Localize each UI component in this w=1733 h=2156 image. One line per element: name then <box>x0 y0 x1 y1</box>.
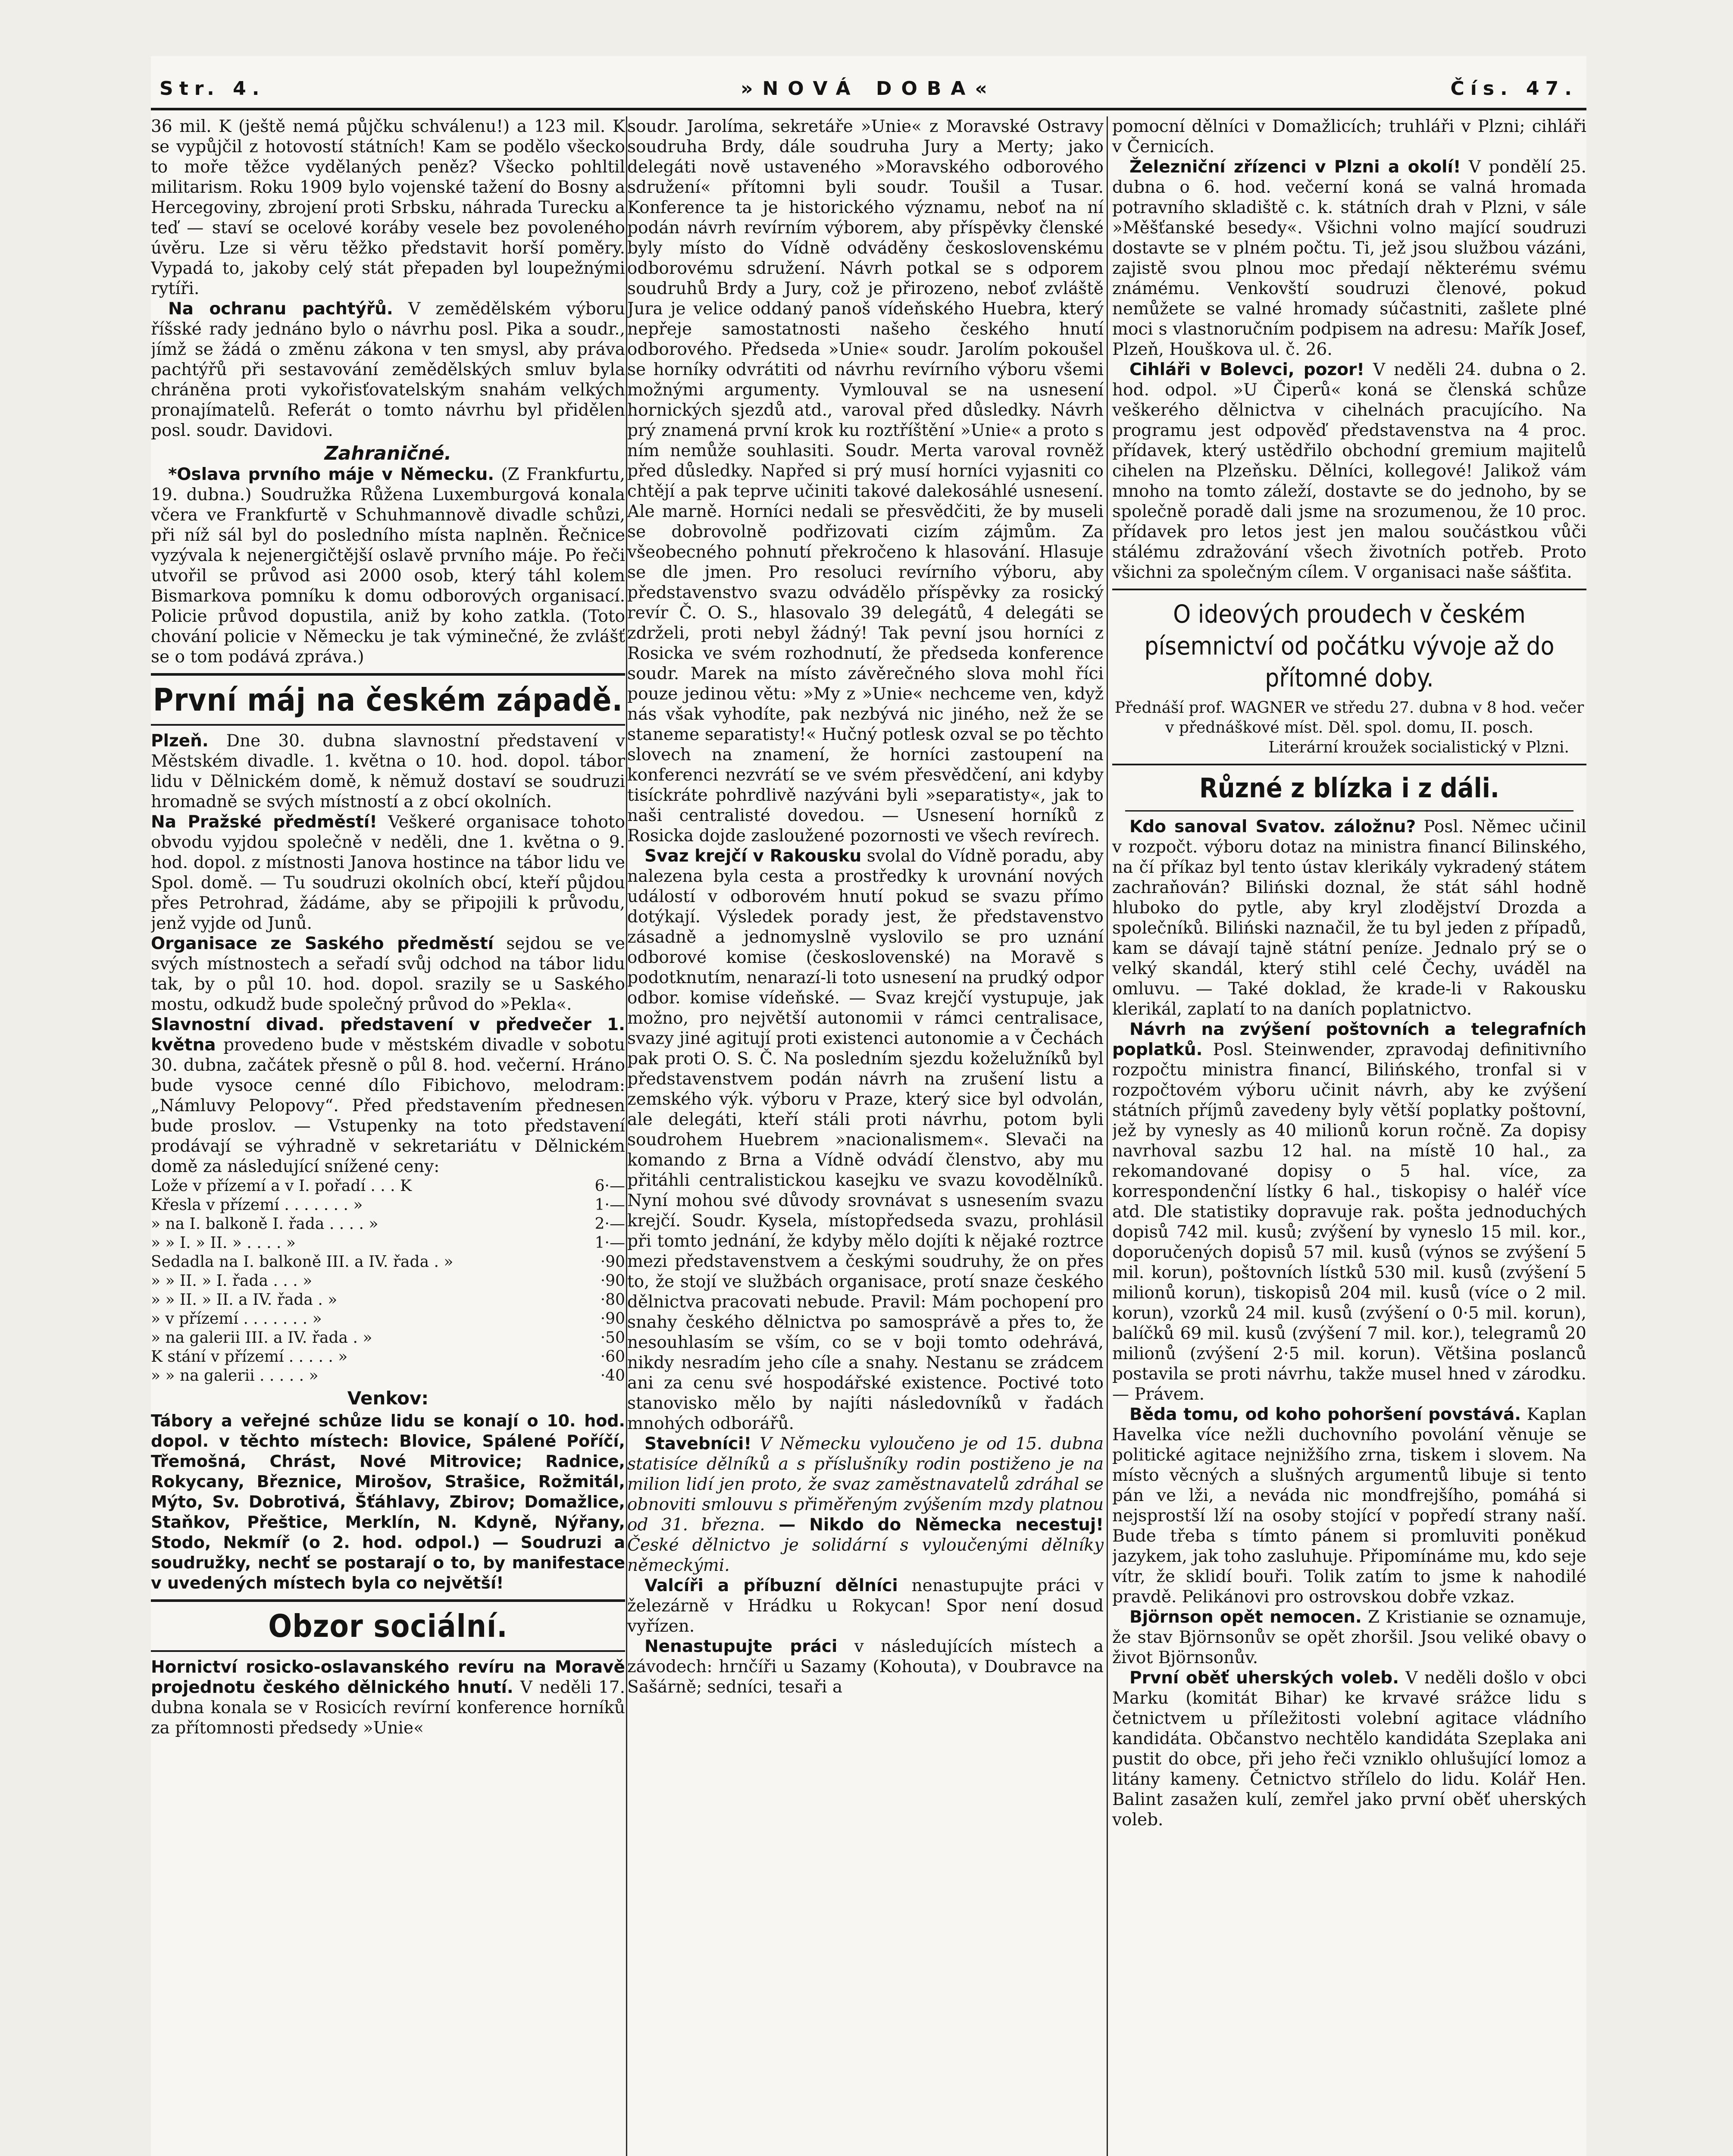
article-paragraph: 36 mil. K (ještě nemá půjčku schválenu!) a 123 mil. K se vypůjčil z hotovostí státních! Kam se podělo všecko to moře těžce vydělaných peněz? Všecko pohltil militarism. Roku 1909 bylo vojenské tažení do Bosny a Hercegoviny, zbrojení proti Srbsku, náhrada Turecku a teď — staví se ocelové koráby vesele bez povoleného úvěru. Lze si věru těžko představit horší poměry. Vypadá to, jakoby celý stát přepaden byl loupežnými rytíři. <box>151 117 625 298</box>
section-heading: Zahraničné. <box>324 442 452 464</box>
article-text: V neděli 17. dubna konala se v Rosicích revírní konference horníků za přítomnosti předsedy »Unie« <box>151 1678 625 1738</box>
article-paragraph <box>151 299 625 441</box>
article-lead: Cihláři v Bolevci, pozor! <box>1129 360 1365 379</box>
column-3 <box>1112 116 1586 2156</box>
article-text: V zemědělském výboru říšské rady jednáno bylo o návrhu posl. Pika a soudr., jímž se žádá o změnu zákona v ten smysl, aby práva pachtýřů při sestavování zemědělských smluv byla chráněna proti vykořisťovatelským snahám velkých pronajímatelů. Referát o tomto návrhu byl přidělen posl. soudr. Davidovi. <box>151 299 625 440</box>
article-text: Dne 30. dubna slavnostní představení v Městském divadle. 1. května o 10. hod. dopol. tábor lidu v Dělnickém domě, k němuž dostaví se soudruzi hromadně se svých místností a z obcí okolních. <box>151 731 625 812</box>
masthead-title: »NOVÁ DOBA« <box>741 78 997 100</box>
article-paragraph <box>1112 817 1586 1019</box>
price-value: 1·— <box>594 1234 625 1252</box>
price-row <box>151 1177 625 1196</box>
price-table <box>151 1177 625 1385</box>
price-label: » » na galerii . . . . . » <box>151 1367 319 1385</box>
article-paragraph <box>627 1576 1104 1636</box>
price-value: ·90 <box>600 1253 625 1271</box>
article-lead: Kdo sanoval Svatov. záložnu? <box>1129 817 1416 837</box>
article-paragraph <box>1112 157 1586 360</box>
article-paragraph: soudr. Jarolíma, sekretáře »Unie« z Moravské Ostravy soudruha Brdy, dále soudruha Jury a Merty; jako delegáti nově ustaveného »Moravského odborového sdružení« přítomni byli soudr. Toušil a Tusar. Konference ta je historického významu, neboť na ní podán návrh revírním výborem, aby příspěvky členské byly místo do Vídně odváděny československému odborovému sdružení. Návrh potkal se s odporem soudruhů Brdy a Jury, což je přirozeno, neboť zvláště Jura je velice oddaný panoš vídeňského Huebra, který nepřeje samostatnosti našeho českého hnutí odborového. Předseda »Unie« soudr. Jarolím pokoušel se horníky odvrátiti od návrhu revírního výboru všemi možnými argumenty. Vymlouval se na usnesení hornických sjezdů atd., varoval před důsledky. Návrh prý znamená první krok ku roztříštění »Unie« a proto s ním nemůže souhlasiti. Soudr. Merta varoval rovněž před důsledky. Napřed si prý musí horníci vyjasniti co chtějí a pak teprve učiniti takové dalekosáhlé usnesení. Ale marně. Horníci nedali se přesvědčiti, že by museli se dobrovolně podřizovati cizím zájmům. Za všeobecného pohnutí překročeno k hlasování. Hlasuje se dle jmen. Pro resoluci revírního výboru, aby představenstvo svazu odvádělo příspěvky za rosický revír Č. O. S., hlasovalo 39 delegátů, 4 delegáti se zdrželi, proti nebyl žádný! Tak pevní jsou horníci z Rosicka ve svém rozhodnutí, že předseda konference soudr. Marek na místo závěrečného slova mohl říci pouze jedinou větu: »My z »Unie« nechceme ven, když nás však vyhodíte, pak nezbývá nic jiného, než že se staneme separatisty!« Hučný potlesk ozval se po těchto slovech na znamení, že horníci zastoupení na konferenci nezvrátí se ve svém přesvědčení, ani kdyby tisíckráte pohrdlivě nazýváni byli »separatisty«, jak to naši centralisté dovedou. — Usnesení horníků z Rosicka dojde zasloužené pozornosti ve všech revírech. <box>627 117 1104 846</box>
price-row <box>151 1215 625 1234</box>
article-lead: První oběť uherských voleb. <box>1129 1668 1399 1688</box>
article-paragraph <box>1112 1019 1586 1404</box>
article-lead: Björnson opět nemocen. <box>1129 1608 1362 1627</box>
price-label: » na I. balkoně I. řada . . . . » <box>151 1215 379 1233</box>
price-row <box>151 1196 625 1215</box>
price-row <box>151 1234 625 1253</box>
article-text: V neděli 24. dubna o 2. hod. odpol. »U Čiperů« koná se členská schůze veškerého dělnictva v cihelnách pracujícího. Na programu jest odpověď představenstva na 4 proc. přídavek, který ustědřilo obchodní gremium majitelů cihelen na Plzeňsku. Dělníci, kollegové! Jalikož vám mnoho na tomto záleží, dostavte se do jednoho, by se společně poradě dali jsme na srozumenou, že 10 proc. přídavek pro letos jest jen malou součástkou vůči stálému zdražování všech životních potřeb. Proto všichni za společným cílem. V organisaci naše sášťita. <box>1112 360 1586 582</box>
price-value: ·90 <box>600 1272 625 1290</box>
price-label: Lože v přízemí a v I. pořadí . . . K <box>151 1177 412 1195</box>
article-text: Posl. Steinwender, zpravodaj definitivního rozpočtu ministra financí, Bilińského, tronfal si v rozpočtovém výboru učinit návrh, aby ke zvýšení státních příjmů zavedeny byly větší poplatky poštovní, jež by vynesly as 40 milionů korun ročně. Za dopisy navrhoval sazbu 12 hal. na místě 10 hal., za rekomandované dopisy o 5 hal. více, za korrespondenční lístky 6 hal., tiskopisy o haléř více atd. Dle statistiky dopravuje rak. pošta jednoduchých dopisů 742 mil. kusů; zvýšení by vyneslo 15 mil. kor., doporučených dopisů 57 mil. kusů (výnos se zvýšení 5 mil. korun), poštovních lístků 530 mil. kusů (zvýšení 5 milionů korun), tiskopisů 204 mil. kusů (více o 2 mil. korun), vzorků 24 mil. kusů (zvýšení o 0·5 mil. korun), balíčků 69 mil. kusů (zvýšení 7 mil. kor.), telegramů 20 milionů (zvýšení 2·5 mil. korun). Většina poslanců postavila se proti návrhu, takže musel hned v zárodku. — Právem. <box>1112 1040 1586 1404</box>
column-divider <box>1107 116 1108 2156</box>
article-paragraph <box>1112 1404 1586 1607</box>
section-rule <box>1112 764 1586 765</box>
article-paragraph <box>1112 360 1586 583</box>
price-value: ·80 <box>600 1291 625 1309</box>
section-rule <box>1125 810 1573 812</box>
column-2 <box>627 116 1104 2156</box>
section-rule <box>1112 589 1586 590</box>
article-paragraph <box>627 1434 1104 1576</box>
article-lead: Valcíři a příbuzní dělníci <box>644 1576 898 1595</box>
article-lead: Stavebníci! <box>644 1434 752 1454</box>
price-row <box>151 1310 625 1329</box>
article-text: provedeno bude v městském divadle v sobotu 30. dubna, začátek přesně o půl 8. hod. večerní. Hráno bude vysoce cenné dílo Fibichovo, melodram: „Námluvy Pelopovy“. Před představením přednesen bude proslov. — Vstupenky na toto představení prodávají se výhradně v sekretariátu v Dělnickém domě za následující snížené ceny: <box>151 1035 625 1176</box>
article-lead: Slavnostní divad. představení v předvečer 1. května <box>151 1015 625 1055</box>
article-paragraph <box>151 731 625 812</box>
price-row <box>151 1291 625 1310</box>
price-label: » v přízemí . . . . . . . » <box>151 1310 322 1328</box>
article-text: Veškeré organisace tohoto obvodu vyjdou společně v neděli, dne 1. května o 9. hod. dopol. z místnosti Janova hostince na tábor lidu ve Spol. domě. — Tu soudruzi okolních obcí, kteří půjdou přes Petrohrad, žádáme, aby se připojili k průvodu, jenž vyjde od Junů. <box>151 812 625 933</box>
article-text: sejdou se ve svých místnostech a seřadí svůj odchod na tábor lidu tak, by o půl 10. hod. dopol. srazily se u Saského mostu, odkudž bude společný průvod do »Pekla«. <box>151 934 625 1014</box>
article-paragraph <box>151 464 625 667</box>
price-label: Sedadla na I. balkoně III. a IV. řada . » <box>151 1253 454 1271</box>
article-lead: Železniční zřízenci v Plzni a okolí! <box>1129 157 1461 177</box>
article-paragraph: Tábory a veřejné schůze lidu se konají o 10. hod. dopol. v těchto místech: Blovice, Spálené Poříčí, Třemošná, Chrást, Nové Mitrovice; Radnice, Rokycany, Březnice, Mirošov, Strašice, Rožmitál, Mýto, Sv. Dobrotivá, Šťáhlavy, Zbirov; Domažlice, Staňkov, Přeštice, Merklín, N. Kdyně, Nýřany, Stodo, Nekmíř (o 2. hod. odpol.) — Soudruzi a soudružky, nechť se postarají o to, by manifestace v uvedených místech byla co největší! <box>151 1411 625 1592</box>
column-1 <box>151 116 625 2156</box>
price-value: ·40 <box>600 1367 625 1385</box>
price-value: 1·— <box>594 1196 625 1214</box>
article-text: V Německu vyloučeno je od 15. dubna statisíce dělníků a s příslušníky rodin postiženo je na milion lidí jen proto, že svaz zaměstnavatelů zdráhal se obnoviti smlouvu s přiměřeným zvýšením mzdy platnou od 31. března. <box>627 1434 1104 1535</box>
headline-social: Obzor sociální. <box>151 1599 625 1652</box>
article-text: (Z Frankfurtu, 19. dubna.) Soudružka Růžena Luxemburgová konala včera ve Frankfurtě v Schuhmannově divadle schůzi, při níž sál byl do posledního místa naplněn. Řečnice vyzývala k nejenergičtější oslavě prvního máje. Po řeči utvořil se průvod asi 2000 osob, který táhl kolem Bismarkova pomníku k domu odborových organisací. Policie průvod dopustila, aniž by koho zatkla. (Toto chování policie v Německu je tak výminečné, že zvlášť se o tom podává zpráva.) <box>151 465 625 667</box>
price-value: ·60 <box>600 1348 625 1366</box>
price-label: » » II. » I. řada . . . » <box>151 1272 313 1290</box>
lecture-details: Přednáší prof. WAGNER ve středu 27. dubna v 8 hod. večer v přednáškové míst. Děl. spol. domu, II. posch. <box>1114 699 1584 736</box>
price-row <box>151 1272 625 1291</box>
article-paragraph <box>151 934 625 1015</box>
article-lead: Na Pražské předměstí! <box>151 812 377 832</box>
price-row <box>151 1329 625 1348</box>
lecture-organizer: Literární kroužek socialistický v Plzni. <box>1268 739 1569 756</box>
header-rule <box>151 108 1586 110</box>
lecture-announcement-title: O ideových proudech v českém písemnictví od počátku vývoje až do přítomné doby. <box>1144 599 1555 693</box>
article-paragraph <box>1112 1607 1586 1668</box>
article-lead: *Oslava prvního máje v Německu. <box>168 465 494 484</box>
article-paragraph <box>627 1636 1104 1697</box>
article-lead: Hornictví rosicko-oslavanského revíru na Moravě projednotu českého dělnického hnutí. <box>151 1658 625 1697</box>
article-lead: Na ochranu pachtýřů. <box>168 299 393 319</box>
article-emphasis: — Nikdo do Německa necestuj! <box>765 1515 1104 1535</box>
price-value: ·50 <box>600 1329 625 1347</box>
article-text: Z Kristianie se oznamuje, že stav Björnsonův se opět zhoršil. Jsou veliké obavy o život Björnsonův. <box>1112 1608 1586 1667</box>
article-paragraph <box>627 846 1104 1434</box>
article-text: Kaplan Havelka více nežli duchovního povolání věnuje se politické agitace nejnižšího zrna, tiskem i slovem. Na místo věcných a slušných argumentů libuje si tento pán ve lži, a neváda nic mondfrejšího, pomáhá si nejsprostší lží na osoby stojící v popředí strany naší. Bude třeba s tímto pánem si promluviti poněkud jazykem, jak toho zasluhuje. Připomínáme mu, kdo seje vítr, že sklidí bouři. Tolik zatím to jsme k nahodilé pravdě. Pelikánovi pro ostrovskou dobře vzkaz. <box>1112 1405 1586 1607</box>
price-value: 6·— <box>594 1177 625 1195</box>
subheading-venkov: Venkov: <box>347 1388 429 1409</box>
article-paragraph <box>1112 1668 1586 1830</box>
article-text: České dělnictvo je solidární s vyloučenými dělníky německými. <box>627 1536 1104 1575</box>
price-label: » » I. » II. » . . . . » <box>151 1234 296 1252</box>
issue-number: Čís. 47. <box>1450 78 1578 100</box>
article-lead: Svaz krejčí v Rakousku <box>644 846 862 866</box>
article-text: svolal do Vídně poradu, aby nalezena byla cesta a prostředky k urovnání nových událostí v odborovém hnutí pokud se svazu přímo dotýkají. Výsledek porady jest, že představenstvo zásadně a jednomyslně vyslovilo se pro uznání odborové komise (československé) na Moravě s podotknutím, nenarazí-li toto usnesení na prudký odpor odbor. komise vídeňské. — Svaz krejčí vystupuje, jak možno, pro největší autonomii v rámci centralisace, svazy jiné agitují proti existenci autonomie a v Čechách pak proti O. S. Č. Na posledním sjezdu koželužníků byl představenstvem podán návrh na zrušení listu a zemského výk. výboru v Praze, který sice byl odvolán, ale delegáti, kteří stáli proti návrhu, potom byli soudrohem Huebrem »nacionalismem«. Slevači na komando z Brna a Vídně odvádí členstvo, aby mu přitáhli centralistickou kasejku ve svazu kovodělníků. Nyní mohou své důvody srovnávat s usnesením svazu krejčí. Soudr. Kysela, místopředseda svazu, prohlásil při tomto jednání, že kdyby mělo dojíti k nějaké roztrce mezi představenstvem a českými soudruhy, že on přes to, že stojí ve službách organisace, protí snaze českého dělnictva pracovati nebude. Pravil: Mám pochopení pro snahy českého dělnictva po samosprávě a přes to, že nesouhlasím se vším, co se v boji tomto odehrává, nikdy nesradím jeho cíle a snahy. Nestanu se zrádcem ani za cenu své hospodářské existence. Poctivé toto stanovisko mělo by najíti následovníků v řadách mnohých odborářů. <box>627 846 1104 1433</box>
price-row <box>151 1253 625 1272</box>
article-text: V pondělí 25. dubna o 6. hod. večerní koná se valná hromada potravního skladiště c. k. státních drah v Plzni, v sále »Měšťanské besedy«. Všichni volno mající soudruzi dostavte se v plném počtu. Ti, jež jsou službou vázáni, zajistě svou plnou moc předají některému svému známému. Venkovští soudruzi členové, pokud nemůžete se valné hromady súčastniti, zašlete plné moci s vlastnoručním podpisem na adresu: Mařík Josef, Plzeň, Houškova ul. č. 26. <box>1112 157 1586 359</box>
page-number-left: Str. 4. <box>160 78 266 100</box>
newspaper-page <box>151 56 1586 2156</box>
article-lead: Organisace ze Saského předměstí <box>151 934 494 953</box>
article-lead: Návrh na zvýšení poštovních a telegrafních poplatků. <box>1112 1020 1586 1059</box>
article-paragraph <box>151 1657 625 1738</box>
article-text: v následujících místech a závodech: hrnčíři u Sazamy (Kohouta), v Doubravce na Sašárně; sedníci, tesaři a <box>627 1637 1104 1697</box>
headline-first-may: První máj na českém západě. <box>151 673 625 726</box>
article-paragraph <box>151 1015 625 1177</box>
price-label: Křesla v přízemí . . . . . . . » <box>151 1196 363 1214</box>
article-text: nenastupujte práci v železárně v Hrádku u Rokycan! Spor není dosud vyřízen. <box>627 1576 1104 1636</box>
price-label: » na galerii III. a IV. řada . » <box>151 1329 372 1347</box>
article-lead: Běda tomu, od koho pohoršení povstává. <box>1129 1405 1521 1424</box>
price-value: ·90 <box>600 1310 625 1328</box>
article-lead: Plzeň. <box>151 731 209 751</box>
article-paragraph <box>151 812 625 934</box>
article-paragraph: pomocní dělníci v Domažlicích; truhláři v Plzni; cihláři v Černicích. <box>1112 117 1586 157</box>
headline-misc: Různé z blízka i z dáli. <box>1199 772 1499 804</box>
price-value: 2·— <box>594 1215 625 1233</box>
price-label: » » II. » II. a IV. řada . » <box>151 1291 338 1309</box>
article-text: V neděli došlo v obci Marku (komitát Bihar) ke krvavé srážce lidu s četnictvem u příležitosti volební agitace vládního kandidáta. Občanstvo nechtělo kandidáta Szeplaka ani pustit do obce, při jeho řeči vzniklo ohlušující lomoz a litány kameny. Četnictvo střílelo do lidu. Kolář Hen. Balint zasažen kulí, zemřel jako první oběť uherských voleb. <box>1112 1668 1586 1830</box>
article-text: Posl. Němec učinil v rozpočt. výboru dotaz na ministra financí Bilinského, na čí příkaz byl tento ústav klerikály vykradený státem zachraňován? Biliński doznal, že stát sáhl hodně hluboko do pytle, aby kryl zlodějství Drozda a společníků. Biliński naznačil, že tu byl jeden z případů, kam se dávají tajně státní peníze. Jednalo prý se o velký skandál, který stihl celé Čechy, uváděl na omluvu. — Také doklad, že krade-li v Rakousku klerikál, zaplatí to na daních poplatnictvo. <box>1112 817 1586 1019</box>
price-row <box>151 1366 625 1385</box>
article-lead: Nenastupujte práci <box>644 1637 838 1656</box>
price-row <box>151 1348 625 1366</box>
price-label: K stání v přízemí . . . . . » <box>151 1348 348 1366</box>
page-header <box>151 69 1586 112</box>
